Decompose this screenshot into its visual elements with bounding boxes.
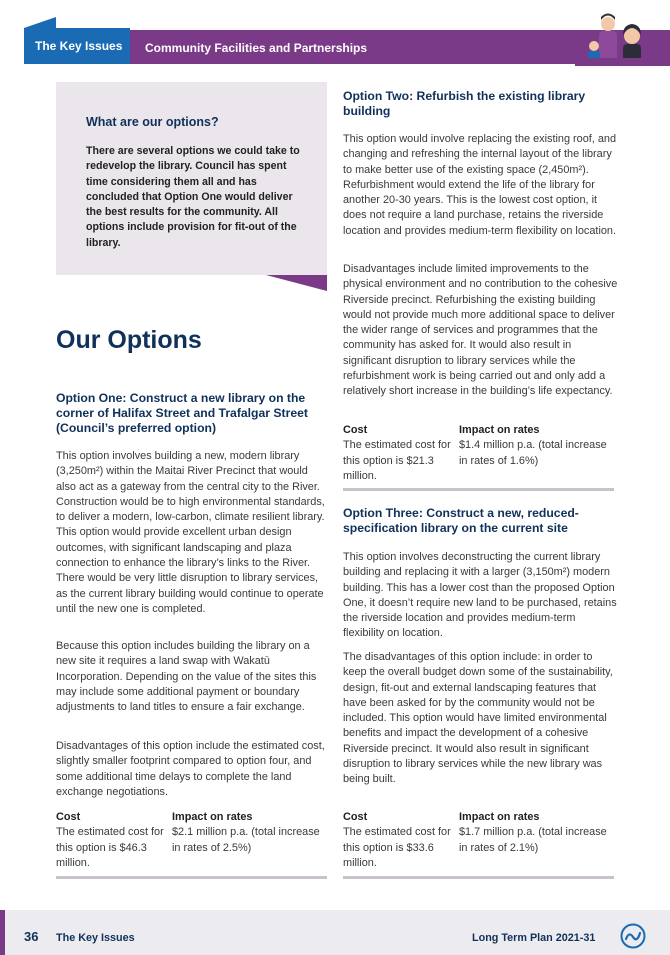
option-three-divider xyxy=(343,876,614,879)
council-logo-icon xyxy=(620,923,646,949)
callout-body: There are several options we could take to redevelop the library. Council has spent time considering them all and has concluded that Option One would deliver the best results for the community. All options include provision for fit-out of the library. xyxy=(86,145,300,249)
impact-label: Impact on rates xyxy=(172,811,253,823)
callout-title: What are our options? xyxy=(86,115,219,129)
cost-label: Cost xyxy=(343,424,368,436)
impact-label: Impact on rates xyxy=(459,811,540,823)
option-three-paragraph-1: This option involves deconstructing the current library building and replacing it with a larger (3,150m²) modern building. This has a lower cost than the proposed Option One, it doesn’t require new land to be purchased, retains the riverside location and provides medium-term flexibility on location. xyxy=(343,551,617,640)
cost-value: The estimated cost for this option is $21.3 million. xyxy=(343,439,451,482)
option-one-paragraph-1: This option involves building a new, modern library (3,250m²) within the Maitai River Precinct that would also act as a gateway from the central city to the River. Construction would be to high environmental standards, to deliver a modern, low-carbon, climate resilient library. This option would provide excellent urban design outcomes, with significant landscaping and plaza connection to enhance the library’s links to the River. There would be very little disruption to library services, as the current library building would continue to operate until the new one is completed. xyxy=(56,450,325,615)
impact-label: Impact on rates xyxy=(459,424,540,436)
cost-value: The estimated cost for this option is $33.6 million. xyxy=(343,826,451,869)
footer-plan-title: Long Term Plan 2021-31 xyxy=(472,932,596,944)
option-two-divider xyxy=(343,488,614,491)
page-number: 36 xyxy=(24,929,39,944)
section-title: Our Options xyxy=(56,326,202,354)
header-tab-notch xyxy=(24,17,56,28)
family-illustration-icon xyxy=(575,8,670,66)
footer-accent xyxy=(0,910,5,955)
option-one-paragraph-2: Because this option includes building the library on a new site it requires a land swap with Wakatū Incorporation. Depending on the value of the sites this may include some additional payment or boundary adjustments to land titles to ensure a fair exchange. xyxy=(56,640,317,714)
header-tab: The Key Issues xyxy=(24,28,130,64)
option-two-paragraph-2: Disadvantages include limited improvements to the physical environment and no contribution to the cohesive Riverside precinct. Refurbishing the existing building would not provide much more additional space to deliver the wider range of services and programmes that the community has asked for. It would also result in significant disruption to library services while the refurbishment work is being carried out and only add a relatively short increase in the building’s life expectancy. xyxy=(343,263,618,398)
impact-value: $1.4 million p.a. (total increase in rates of 1.6%) xyxy=(459,439,607,467)
footer-section-label: The Key Issues xyxy=(56,932,135,944)
cost-label: Cost xyxy=(56,811,81,823)
option-three-paragraph-2: The disadvantages of this option include: in order to keep the overall budget down some of the sustainability, design, fit-out and external landscaping features that have been asked for by the community would not be included. This option would have limited environmental benefits and impact the development of a cohesive Riverside precinct. It would also result in significant disruption to library services while the new library was being built. xyxy=(343,651,613,786)
cost-label: Cost xyxy=(343,811,368,823)
impact-value: $1.7 million p.a. (total increase in rates of 2.1%) xyxy=(459,826,607,854)
cost-value: The estimated cost for this option is $46.3 million. xyxy=(56,826,164,869)
option-one-heading: Option One: Construct a new library on the corner of Halifax Street and Trafalgar Street (Council’s preferred option) xyxy=(56,391,308,435)
option-one-divider xyxy=(56,876,327,879)
callout-corner-accent xyxy=(266,275,327,291)
option-one-paragraph-3: Disadvantages of this option include the estimated cost, slightly smaller footprint compared to option four, and some additional time delays to complete the land exchange negotiations. xyxy=(56,740,325,798)
header-section-bar: Community Facilities and Partnerships xyxy=(130,30,670,64)
option-three-heading: Option Three: Construct a new, reduced-specification library on the current site xyxy=(343,506,579,535)
option-two-paragraph-1: This option would involve replacing the existing roof, and changing and refreshing the internal layout of the library to make better use of the existing space (2,450m²). Refurbishment would extend the life of the library for another 20-30 years. This is the lowest cost option, it does not require a land purchase, retains the riverside location and provides medium-term flexibility on location. xyxy=(343,133,617,237)
option-two-heading: Option Two: Refurbish the existing library building xyxy=(343,89,586,118)
impact-value: $2.1 million p.a. (total increase in rates of 2.5%) xyxy=(172,826,320,854)
